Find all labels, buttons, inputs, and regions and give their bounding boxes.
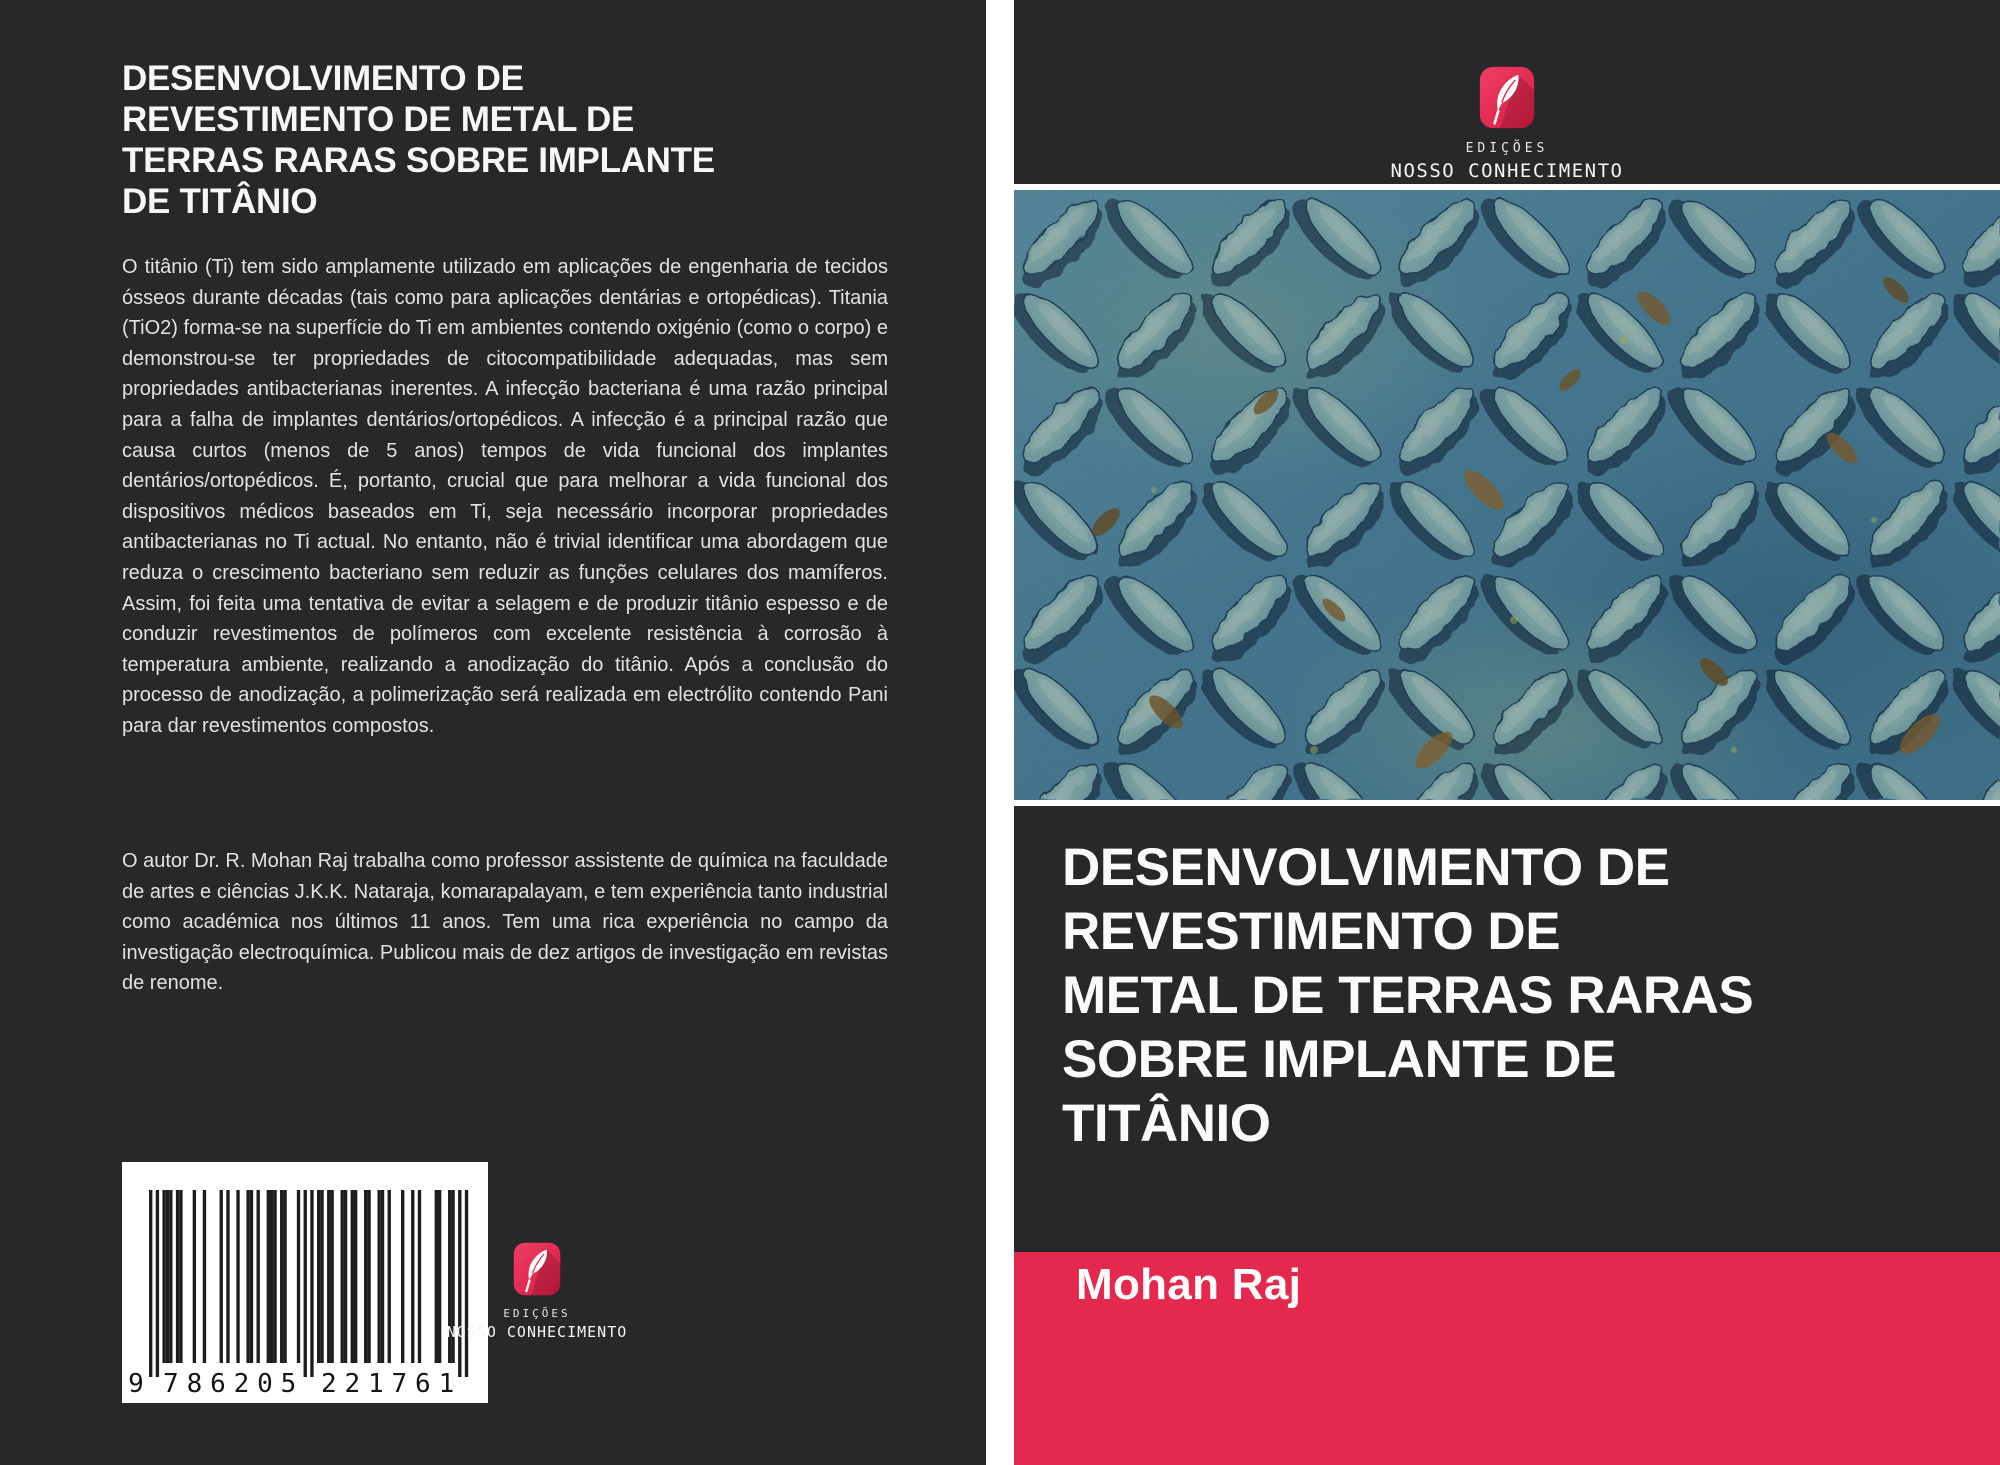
svg-text:6: 6 [210, 1369, 226, 1399]
publisher-name-line2: NOSSO CONHECIMENTO [1390, 160, 1624, 182]
front-cover [1014, 0, 2000, 1465]
svg-text:2: 2 [233, 1369, 250, 1399]
svg-text:8: 8 [186, 1369, 203, 1399]
publisher-name-line1: EDIÇÕES [1465, 141, 1549, 156]
publisher-logo-top [1014, 66, 2000, 182]
svg-text:0: 0 [257, 1369, 273, 1399]
svg-text:1: 1 [367, 1369, 384, 1399]
author-name: Mohan Raj [1076, 1260, 1302, 1309]
spine [986, 0, 1014, 1465]
publisher-name-line1: EDIÇÕES [503, 1307, 571, 1320]
back-title: DESENVOLVIMENTO DE REVESTIMENTO DE METAL DE TERRAS RARAS SOBRE IMPLANTE DE TITÂNIO [122, 59, 715, 221]
author-bio-text: O autor Dr. R. Mohan Raj trabalha como professor assistente de química na faculdade de artes e ciências J.K.K. Nataraja, komarapalayam, e tem experiência tanto industrial como académica nos últimos 11 anos. Tem uma rica experiência no campo da investigação electroquímica. Publicou mais de dez artigos de investigação em revistas de renome. [122, 850, 888, 995]
svg-text:6: 6 [414, 1369, 431, 1399]
feather-icon [1479, 66, 1535, 129]
svg-text:7: 7 [391, 1369, 408, 1399]
barcode [122, 1162, 488, 1403]
barcode-svg [122, 1162, 488, 1403]
svg-text:1: 1 [438, 1369, 455, 1399]
front-title: DESENVOLVIMENTO DE REVESTIMENTO DE METAL DE TERRAS RARAS SOBRE IMPLANTE DE TITÂNIO [1062, 838, 1754, 1153]
cover-image-metal-diamond-plate [1014, 184, 2000, 806]
author-band [1014, 1252, 2000, 1465]
publisher-logo-bottom [442, 1242, 632, 1341]
feather-icon [513, 1242, 561, 1296]
svg-text:7: 7 [162, 1369, 179, 1399]
svg-text:2: 2 [320, 1369, 337, 1399]
back-cover [0, 0, 986, 1465]
svg-text:5: 5 [280, 1369, 297, 1399]
svg-text:2: 2 [344, 1369, 361, 1399]
back-abstract-text: O titânio (Ti) tem sido amplamente utilizado em aplicações de engenharia de tecidos ósseos durante décadas (tais como para aplicações dentárias e ortopédicas). Titania (TiO2) forma-se na superfície do Ti em ambientes contendo oxigénio (como o corpo) e demonstrou-se ter propriedades de citocompatibilidade adequadas, mas sem propriedades antibacterianas inerentes. A infecção bacteriana é uma razão principal para a falha de implantes dentários/ortopédicos. A infecção é a principal razão que causa curtos (menos de 5 anos) tempos de vida funcional dos implantes dentários/ortopédicos. É, portanto, crucial que para melhorar a vida funcional dos dispositivos médicos baseados em Ti, seja necessário incorporar propriedades antibacterianas no Ti actual. No entanto, não é trivial identificar uma abordagem que reduza o crescimento bacteriano sem reduzir as funções celulares dos mamíferos. Assim, foi feita uma tentativa de evitar a selagem e de produzir titânio espesso e de conduzir revestimentos de polímeros com excelente resistência à corrosão à temperatura ambiente, realizando a anodização do titânio. Após a conclusão do processo de anodização, a polimerização será realizada em electrólito contendo Pani para dar revestimentos compostos. [122, 256, 888, 737]
publisher-name-line2: NOSSO CONHECIMENTO [446, 1323, 628, 1341]
svg-text:9: 9 [128, 1369, 144, 1399]
